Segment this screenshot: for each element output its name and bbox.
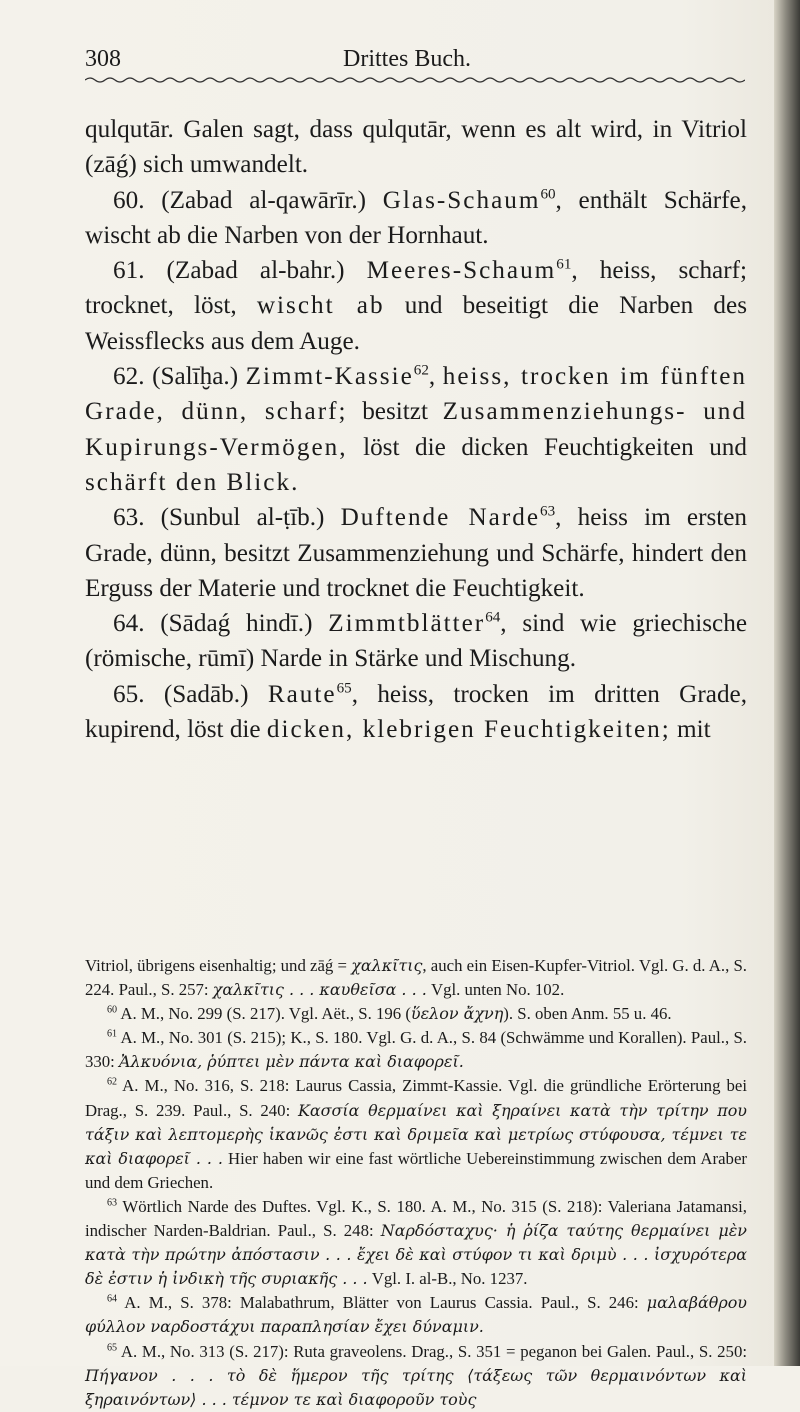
footnote-ref: 65 [336, 680, 352, 697]
footnote-ref: 60 [540, 186, 556, 203]
book-spine-edge [774, 0, 800, 1366]
footnote-63: $^{63}$ Wörtlich Narde des Duftes. Vgl. K., S. 180. A. M., No. 315 (S. 218): Valeriana Jatamansi, indischer Narden-Baldrian. Paul., S. 248: Ναρδόσταχυς· ἡ ῥίζα ταύτης θερμαίνει μὲν κατὰ τὴν πρώτην ἀπόστασιν . . . ἔχει δὲ καὶ στύφον τι καὶ δριμὺ . . . ἰσχυρότερα δὲ ἐστιν ἡ ἰνδικὴ τῆς συριακῆς . . . Vgl. I. al-B., No. 1237. [85, 1196, 747, 1289]
running-title: Drittes Buch. [343, 46, 471, 72]
entry-61: 61. (Zabad al-bahr.) Meeres-Schaum$^{61}$, heiss, scharf; trocknet, löst, wischt ab und beseitigt die Narben des Weissflecks aus dem Auge. [85, 256, 748, 355]
footnote-ref: 63 [540, 503, 556, 520]
footnote-64: $^{64}$ A. M., S. 378: Malabathrum, Blätter von Laurus Cassia. Paul., S. 246: μαλαβάθρου φύλλον ναρδοστάχυι παραπλησίαν ἔχει δύναμιν. [85, 1293, 747, 1337]
term: Glas-Schaum [382, 186, 541, 214]
footnote-continuation: Vitriol, übrigens eisenhaltig; und zāǵ = χαλκῖτις, auch ein Eisen-Kupfer-Vitriol. Vgl. G. d. A., S. 224. Paul., S. 257: χαλκῖτις . . . καυθεῖσα . . . Vgl. unten No. 102. [85, 956, 748, 1000]
entry-64: 64. (Sādaǵ hindī.) Zimmtblätter$^{64}$, sind wie griechische (römische, rūmī) Narde in Stärke und Mischung. [85, 609, 748, 673]
term: Zimmt-Kassie [245, 363, 414, 391]
main-text [85, 112, 747, 747]
footnote-ref: 64 [485, 609, 501, 626]
footnote-ref: 62 [413, 362, 429, 379]
footnote-61: $^{61}$ A. M., No. 301 (S. 215); K., S. 180. Vgl. G. d. A., S. 84 (Schwämme und Korallen). Paul., S. 330: Ἀλκυόνια, ῥύπτει μὲν πάντα καὶ διαφορεῖ. [85, 1028, 747, 1072]
term: Zimmtblätter [328, 610, 486, 638]
term: Duftende Narde [340, 504, 541, 532]
entry-60: 60. (Zabad al-qawārīr.) Glas-Schaum$^{60}$, enthält Schärfe, wischt ab die Narben von der Hornhaut. [85, 186, 748, 249]
footnote-60: $^{60}$ A. M., No. 299 (S. 217). Vgl. Aët., S. 196 (ὕελον ἄχνη). S. oben Anm. 55 u. 46. [107, 1004, 672, 1024]
intro-paragraph: qulqutār. Galen sagt, dass qulqutār, wenn es alt wird, in Vitriol (zāǵ) sich umwandelt. [85, 116, 747, 179]
term: Raute [267, 680, 337, 708]
entry-62: 62. (Salīḫa.) Zimmt-Kassie$^{62}$, heiss, trocken im fünften Grade, dünn, scharf; besitzt Zusammenziehungs- und Kupirungs-Vermögen, löst die dicken Feuchtigkeiten und schärft den Blick. [85, 362, 748, 496]
footnote-65: $^{65}$ A. M., No. 313 (S. 217): Ruta graveolens. Drag., S. 351 = peganon bei Galen. Paul., S. 250: Πήγανον . . . τὸ δὲ ἥμερον τῆς τρίτης ⟨τάξεως τῶν θερμαινόντων καὶ ξηραινόντων⟩ . . . τέμνον τε καὶ διαφοροῦν τοὺς [85, 1341, 747, 1409]
footnotes [85, 954, 747, 1412]
footnote-ref: 61 [556, 256, 572, 273]
footnote-62: $^{62}$ A. M., No. 316, S. 218: Laurus Cassia, Zimmt-Kassie. Vgl. die gründliche Erörterung bei Drag., S. 239. Paul., S. 240: Κασσία θερμαίνει καὶ ξηραίνει κατὰ τὴν τρίτην που τάξιν καὶ λεπτομερὴς ἱκανῶς ἐστι καὶ δριμεῖα καὶ μετρίως στύφουσα, τέμνει τε καὶ διαφορεῖ . . . Hier haben wir eine fast wörtliche Uebereinstimmung zwischen dem Araber und dem Griechen. [85, 1076, 747, 1192]
wavy-rule [85, 76, 745, 84]
page-number: 308 [85, 46, 121, 72]
running-head [85, 46, 745, 82]
entry-65: 65. (Sadāb.) Raute$^{65}$, heiss, trocken im dritten Grade, kupirend, löst die dicken, klebrigen Feuchtigkeiten; mit [85, 680, 748, 744]
entry-63: 63. (Sunbul al-ṭīb.) Duftende Narde$^{63}$, heiss im ersten Grade, dünn, besitzt Zusammenziehung und Schärfe, hindert den Erguss der Materie und trocknet die Feuchtigkeit. [85, 503, 748, 602]
term: Meeres-Schaum [366, 257, 557, 285]
